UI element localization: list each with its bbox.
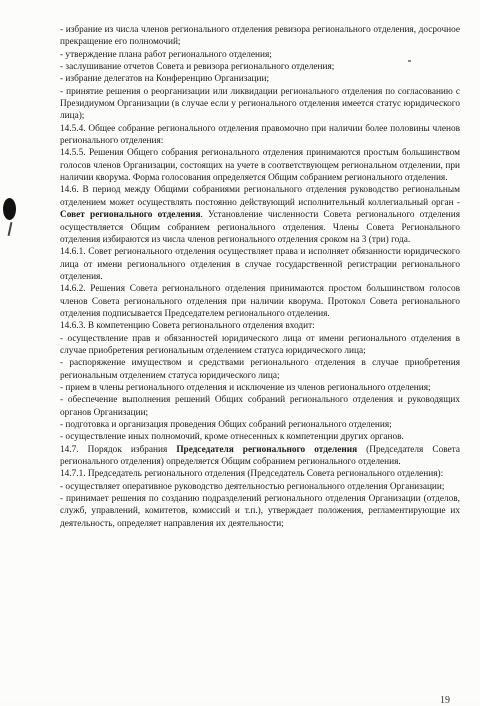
paragraph: - принятие решения о реорганизации или ликвидации регионального отделения по согласованию с Президиумом Организации (в случае если у регионального отделения имеется статус юридического лица); — [60, 86, 460, 122]
punch-hole — [3, 198, 16, 220]
paragraph: 14.6.3. В компетенцию Совета регионального отделения входит: — [60, 321, 315, 332]
document-body — [60, 24, 460, 530]
bold-term: Совет регионального отделения — [60, 210, 201, 221]
paragraph: 14.6.1. Совет регионального отделения осуществляет права и исполняет обязанности юридического лица от имени регионального отделения в случае государственной регистрации регионального отделения. — [60, 247, 460, 282]
paragraph: - принимает решения по созданию подразделений регионального отделения Организации (отделов, служб, управлений, комитетов, комиссий и т.п.), утверждает положения, регламентирующие их деятельность, определяет направления их деятельности; — [60, 494, 460, 529]
paragraph: - обеспечение выполнения решений Общих собраний регионального отделения и руководящих органов Организации; — [60, 395, 460, 418]
paragraph: - заслушивание отчетов Совета и ревизора регионального отделения; — [60, 62, 335, 73]
paragraph: 14.6.2. Решения Совета регионального отделения принимаются простом большинством голосов членов Совета регионального отделения при наличии кворума. Протокол Совета регионального отделения подписывается Председателем регионального отделения. — [60, 284, 460, 319]
paragraph: - подготовка и организация проведения Общих собраний регионального отделения; — [60, 420, 392, 430]
page-number: 19 — [440, 695, 450, 706]
paragraph: - избрание из числа членов регионального отделения ревизора регионального отделения, досрочное прекращение его полномочий; — [60, 25, 460, 48]
text-run: 14.7. Порядок избрания — [60, 444, 177, 455]
paragraph: - распоряжение имуществом и средствами регионального отделения в случае приобретения региональным отделением статуса юридического лица; — [60, 358, 460, 381]
paragraph — [60, 184, 460, 246]
paragraph: 14.5.4. Общее собрание регионального отделения правомочно при наличии более половины членов регионального отделения: — [60, 123, 460, 147]
text-run: 14.6. В период между Общими собраниями регионального отделения руководство региональным отделением может осуществлять постоянно действующий исполнительный коллегиальный орган - — [60, 185, 460, 208]
paragraph: - осуществление прав и обязанностей юридического лица от имени регионального отделения в случае приобретения региональным отделением статуса юридического лица; — [60, 333, 460, 356]
paragraph: - осуществление иных полномочий, кроме отнесенных к компетенции других органов. — [60, 432, 404, 443]
text-run: . Установление численности Совета регионального отделения осуществляется Общим собранием регионального отделения. Члены Совета Регионального отделения избираются из числа членов регионального отделения сроком на 3 (три) года. — [60, 210, 460, 245]
paragraph — [60, 444, 460, 469]
paragraph: - прием в члены регионального отделения и исключение из членов регионального отделения; — [60, 382, 431, 393]
paragraph: - избрание делегатов на Конференцию Организации; — [60, 74, 270, 85]
paragraph: 14.7.1. Председатель регионального отделения (Председатель Совета регионального отделения): — [60, 469, 444, 480]
scan-mark — [8, 222, 13, 236]
bold-term: Председателя регионального отделения — [176, 444, 358, 455]
text-run: (Председателя Совета регионального отделения) определяется Общим собранием регионального отделения. — [60, 444, 460, 468]
paragraph: - осуществляет оперативное руководство деятельностью регионального отделения Организации; — [60, 481, 445, 492]
paragraph: 14.5.5. Решения Общего собрания регионального отделения принимаются простым большинством голосов членов Организации, состоящих на учете в соответствующем региональном отделении, при наличии кворума. Форма голосования определяется Общим собранием регионального отделения. — [60, 148, 460, 184]
paragraph: - утверждение плана работ регионального отделения; — [60, 49, 272, 60]
